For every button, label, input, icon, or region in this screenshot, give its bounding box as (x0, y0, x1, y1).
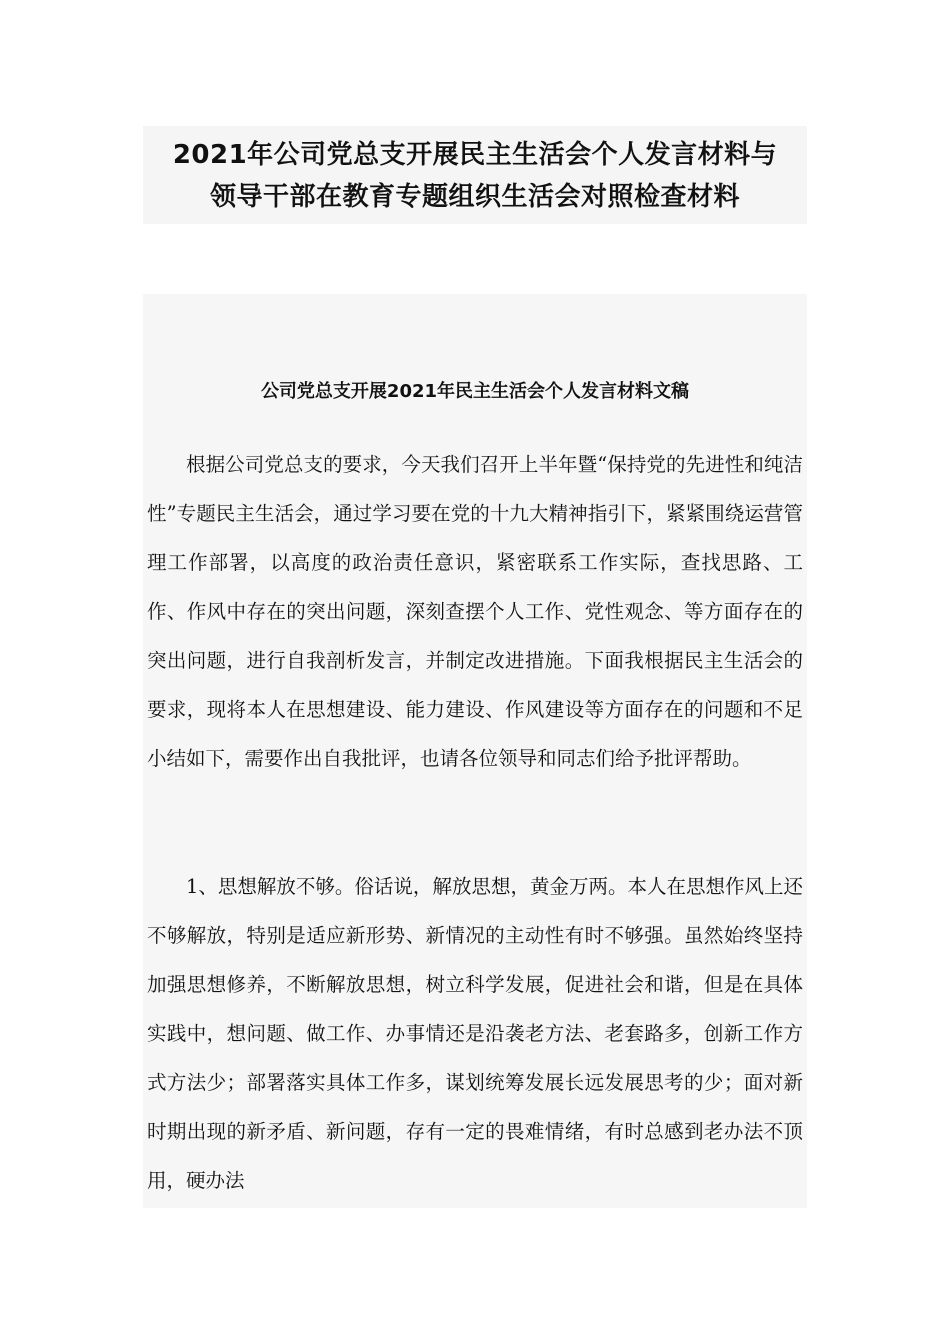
section-title: 公司党总支开展2021年民主生活会个人发言材料文稿 (260, 381, 690, 402)
document-body (143, 294, 807, 1208)
document-title-line-2: 领导干部在教育专题组织生活会对照检查材料 (209, 182, 740, 212)
document-title-line-1: 2021年公司党总支开展民主生活会个人发言材料与 (172, 140, 778, 170)
body-paragraph-intro: 根据公司党总支的要求，今天我们召开上半年暨“保持党的先进性和纯洁性”专题民主生活会，通过学习要在党的十九大精神指引下，紧紧围绕运营管理工作部署，以高度的政治责任意识，紧密联系工作实际，查找思路、工作、作风中存在的突出问题，深刻查摆个人工作、党性观念、等方面存在的突出问题，进行自我剖析发言，并制定改进措施。下面我根据民主生活会的要求，现将本人在思想建设、能力建设、作风建设等方面存在的问题和不足小结如下，需要作出自我批评，也请各位领导和同志们给予批评帮助。 (147, 453, 803, 770)
document-title (143, 126, 807, 218)
body-paragraph-point-1: 1、思想解放不够。俗话说，解放思想，黄金万两。本人在思想作风上还不够解放，特别是适应新形势、新情况的主动性有时不够强。虽然始终坚持加强思想修养，不断解放思想，树立科学发展，促进社会和谐，但是在具体实践中，想问题、做工作、办事情还是沿袭老方法、老套路多，创新工作方式方法少；部署落实具体工作多，谋划统筹发展长远发展思考的少；面对新时期出现的新矛盾、新问题，存有一定的畏难情绪，有时总感到老办法不顶用，硬办法 (147, 875, 803, 1192)
document-title-block (143, 126, 807, 224)
